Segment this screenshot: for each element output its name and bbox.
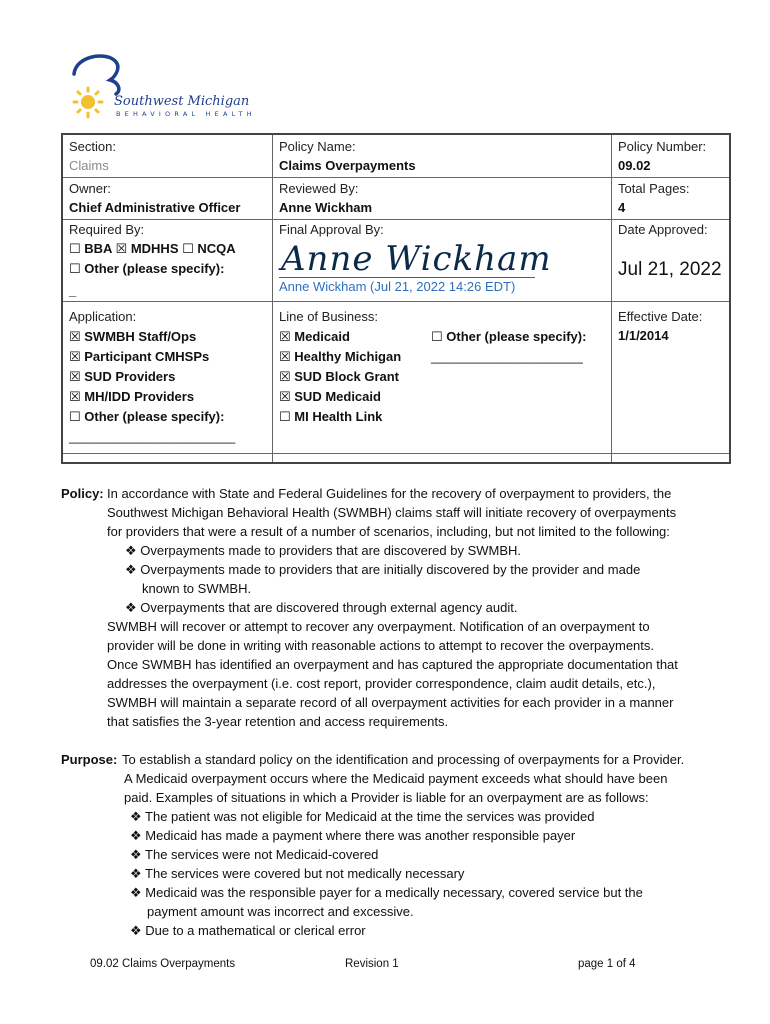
- lob-option[interactable]: ☒ SUD Medicaid: [279, 389, 381, 404]
- table-divider: [611, 135, 612, 462]
- purpose-bullet: ❖ Medicaid was the responsible payer for a medically necessary, covered service but the: [130, 885, 643, 900]
- policy-bullet: ❖ Overpayments made to providers that are initially discovered by the provider and made: [125, 562, 641, 577]
- application-option[interactable]: ☒ SWMBH Staff/Ops: [69, 329, 197, 344]
- logo-subtitle: BEHAVIORAL HEALTH: [116, 110, 256, 118]
- application-option[interactable]: ☐ Other (please specify):: [69, 409, 225, 424]
- date-approved-value: Jul 21, 2022: [618, 259, 722, 280]
- policy-number-value: 09.02: [618, 158, 651, 173]
- policy-heading: Policy:: [61, 486, 104, 501]
- policy-line: SWMBH will maintain a separate record of all overpayment activities for each provider in a manner: [107, 695, 674, 710]
- signature-line: [279, 277, 535, 278]
- application-option[interactable]: ☒ SUD Providers: [69, 369, 176, 384]
- date-approved-label: Date Approved:: [618, 222, 708, 237]
- policy-line: Southwest Michigan Behavioral Health (SWMBH) claims staff will initiate recovery of overpayments: [107, 505, 677, 520]
- owner-value: Chief Administrative Officer: [69, 200, 241, 215]
- policy-number-label: Policy Number:: [618, 139, 707, 154]
- purpose-bullet: ❖ Medicaid has made a payment where there was another responsible payer: [130, 828, 576, 843]
- policy-line: for providers that were a result of a number of scenarios, including, but not limited to the following:: [107, 524, 670, 539]
- policy-info-table: [61, 133, 731, 464]
- logo-sun-icon: [64, 50, 124, 128]
- lob-other-option[interactable]: ☐ Other (please specify):: [431, 329, 587, 344]
- purpose-line: To establish a standard policy on the identification and processing of overpayments for a Provider.: [122, 752, 685, 767]
- footer-page-number: page 1 of 4: [578, 958, 636, 970]
- required-by-other[interactable]: ☐ Other (please specify):: [69, 261, 225, 276]
- section-value: Claims: [69, 158, 109, 173]
- lob-option[interactable]: ☒ SUD Block Grant: [279, 369, 400, 384]
- table-divider: [63, 177, 729, 178]
- reviewed-by-label: Reviewed By:: [279, 181, 359, 196]
- footer-document-title: 09.02 Claims Overpayments: [90, 958, 236, 970]
- application-label: Application:: [69, 309, 137, 324]
- application-option[interactable]: ☒ Participant CMHSPs: [69, 349, 210, 364]
- application-other-line: _______________________: [69, 429, 236, 444]
- policy-line: Once SWMBH has identified an overpayment and has captured the appropriate documentation that: [107, 657, 678, 672]
- lob-label: Line of Business:: [279, 309, 379, 324]
- table-divider: [272, 135, 273, 462]
- policy-line: In accordance with State and Federal Guidelines for the recovery of overpayment to providers, the: [107, 486, 672, 501]
- footer-revision: Revision 1: [345, 958, 399, 970]
- reviewed-by-value: Anne Wickham: [279, 200, 373, 215]
- lob-option[interactable]: ☒ Healthy Michigan: [279, 349, 402, 364]
- policy-line: addresses the overpayment (i.e. cost report, provider correspondence, claim audit details, etc.),: [107, 676, 656, 691]
- policy-line: SWMBH will recover or attempt to recover any overpayment. Notification of an overpayment to: [107, 619, 650, 634]
- lob-other-line: _____________________: [431, 349, 583, 364]
- section-label: Section:: [69, 139, 116, 154]
- owner-label: Owner:: [69, 181, 111, 196]
- policy-bullet: ❖ Overpayments that are discovered through external agency audit.: [125, 600, 518, 615]
- lob-option[interactable]: ☐ MI Health Link: [279, 409, 383, 424]
- policy-name-value: Claims Overpayments: [279, 158, 416, 173]
- purpose-heading: Purpose:: [61, 752, 118, 767]
- table-divider: [63, 301, 729, 302]
- purpose-line: A Medicaid overpayment occurs where the Medicaid payment exceeds what should have been: [124, 771, 668, 786]
- purpose-line: paid. Examples of situations in which a Provider is liable for an overpayment are as follows:: [124, 790, 649, 805]
- purpose-bullet-cont: payment amount was incorrect and excessive.: [147, 904, 414, 919]
- lob-option[interactable]: ☒ Medicaid: [279, 329, 350, 344]
- purpose-bullet: ❖ The services were not Medicaid-covered: [130, 847, 379, 862]
- organization-logo: [64, 50, 254, 128]
- policy-bullet-cont: known to SWMBH.: [142, 581, 252, 596]
- required-by-other-line: _: [69, 283, 77, 298]
- final-approval-label: Final Approval By:: [279, 222, 384, 237]
- effective-date-value: 1/1/2014: [618, 328, 669, 343]
- table-divider: [63, 453, 729, 454]
- policy-name-label: Policy Name:: [279, 139, 356, 154]
- purpose-bullet: ❖ The services were covered but not medically necessary: [130, 866, 465, 881]
- policy-line: that satisfies the 3-year retention and access requirements.: [107, 714, 449, 729]
- effective-date-label: Effective Date:: [618, 309, 703, 324]
- total-pages-value: 4: [618, 200, 626, 215]
- policy-line: provider will be done in writing with reasonable actions to attempt to recover the overpayments.: [107, 638, 655, 653]
- required-by-options[interactable]: ☐ BBA ☒ MDHHS ☐ NCQA: [69, 241, 236, 256]
- required-by-label: Required By:: [69, 222, 145, 237]
- purpose-bullet: ❖ Due to a mathematical or clerical error: [130, 923, 366, 938]
- purpose-bullet: ❖ The patient was not eligible for Medicaid at the time the services was provided: [130, 809, 595, 824]
- signature-caption: Anne Wickham (Jul 21, 2022 14:26 EDT): [279, 279, 516, 294]
- logo-name: Southwest Michigan: [114, 94, 250, 109]
- policy-bullet: ❖ Overpayments made to providers that are discovered by SWMBH.: [125, 543, 522, 558]
- signature: Anne Wickham: [281, 239, 552, 279]
- application-option[interactable]: ☒ MH/IDD Providers: [69, 389, 195, 404]
- total-pages-label: Total Pages:: [618, 181, 690, 196]
